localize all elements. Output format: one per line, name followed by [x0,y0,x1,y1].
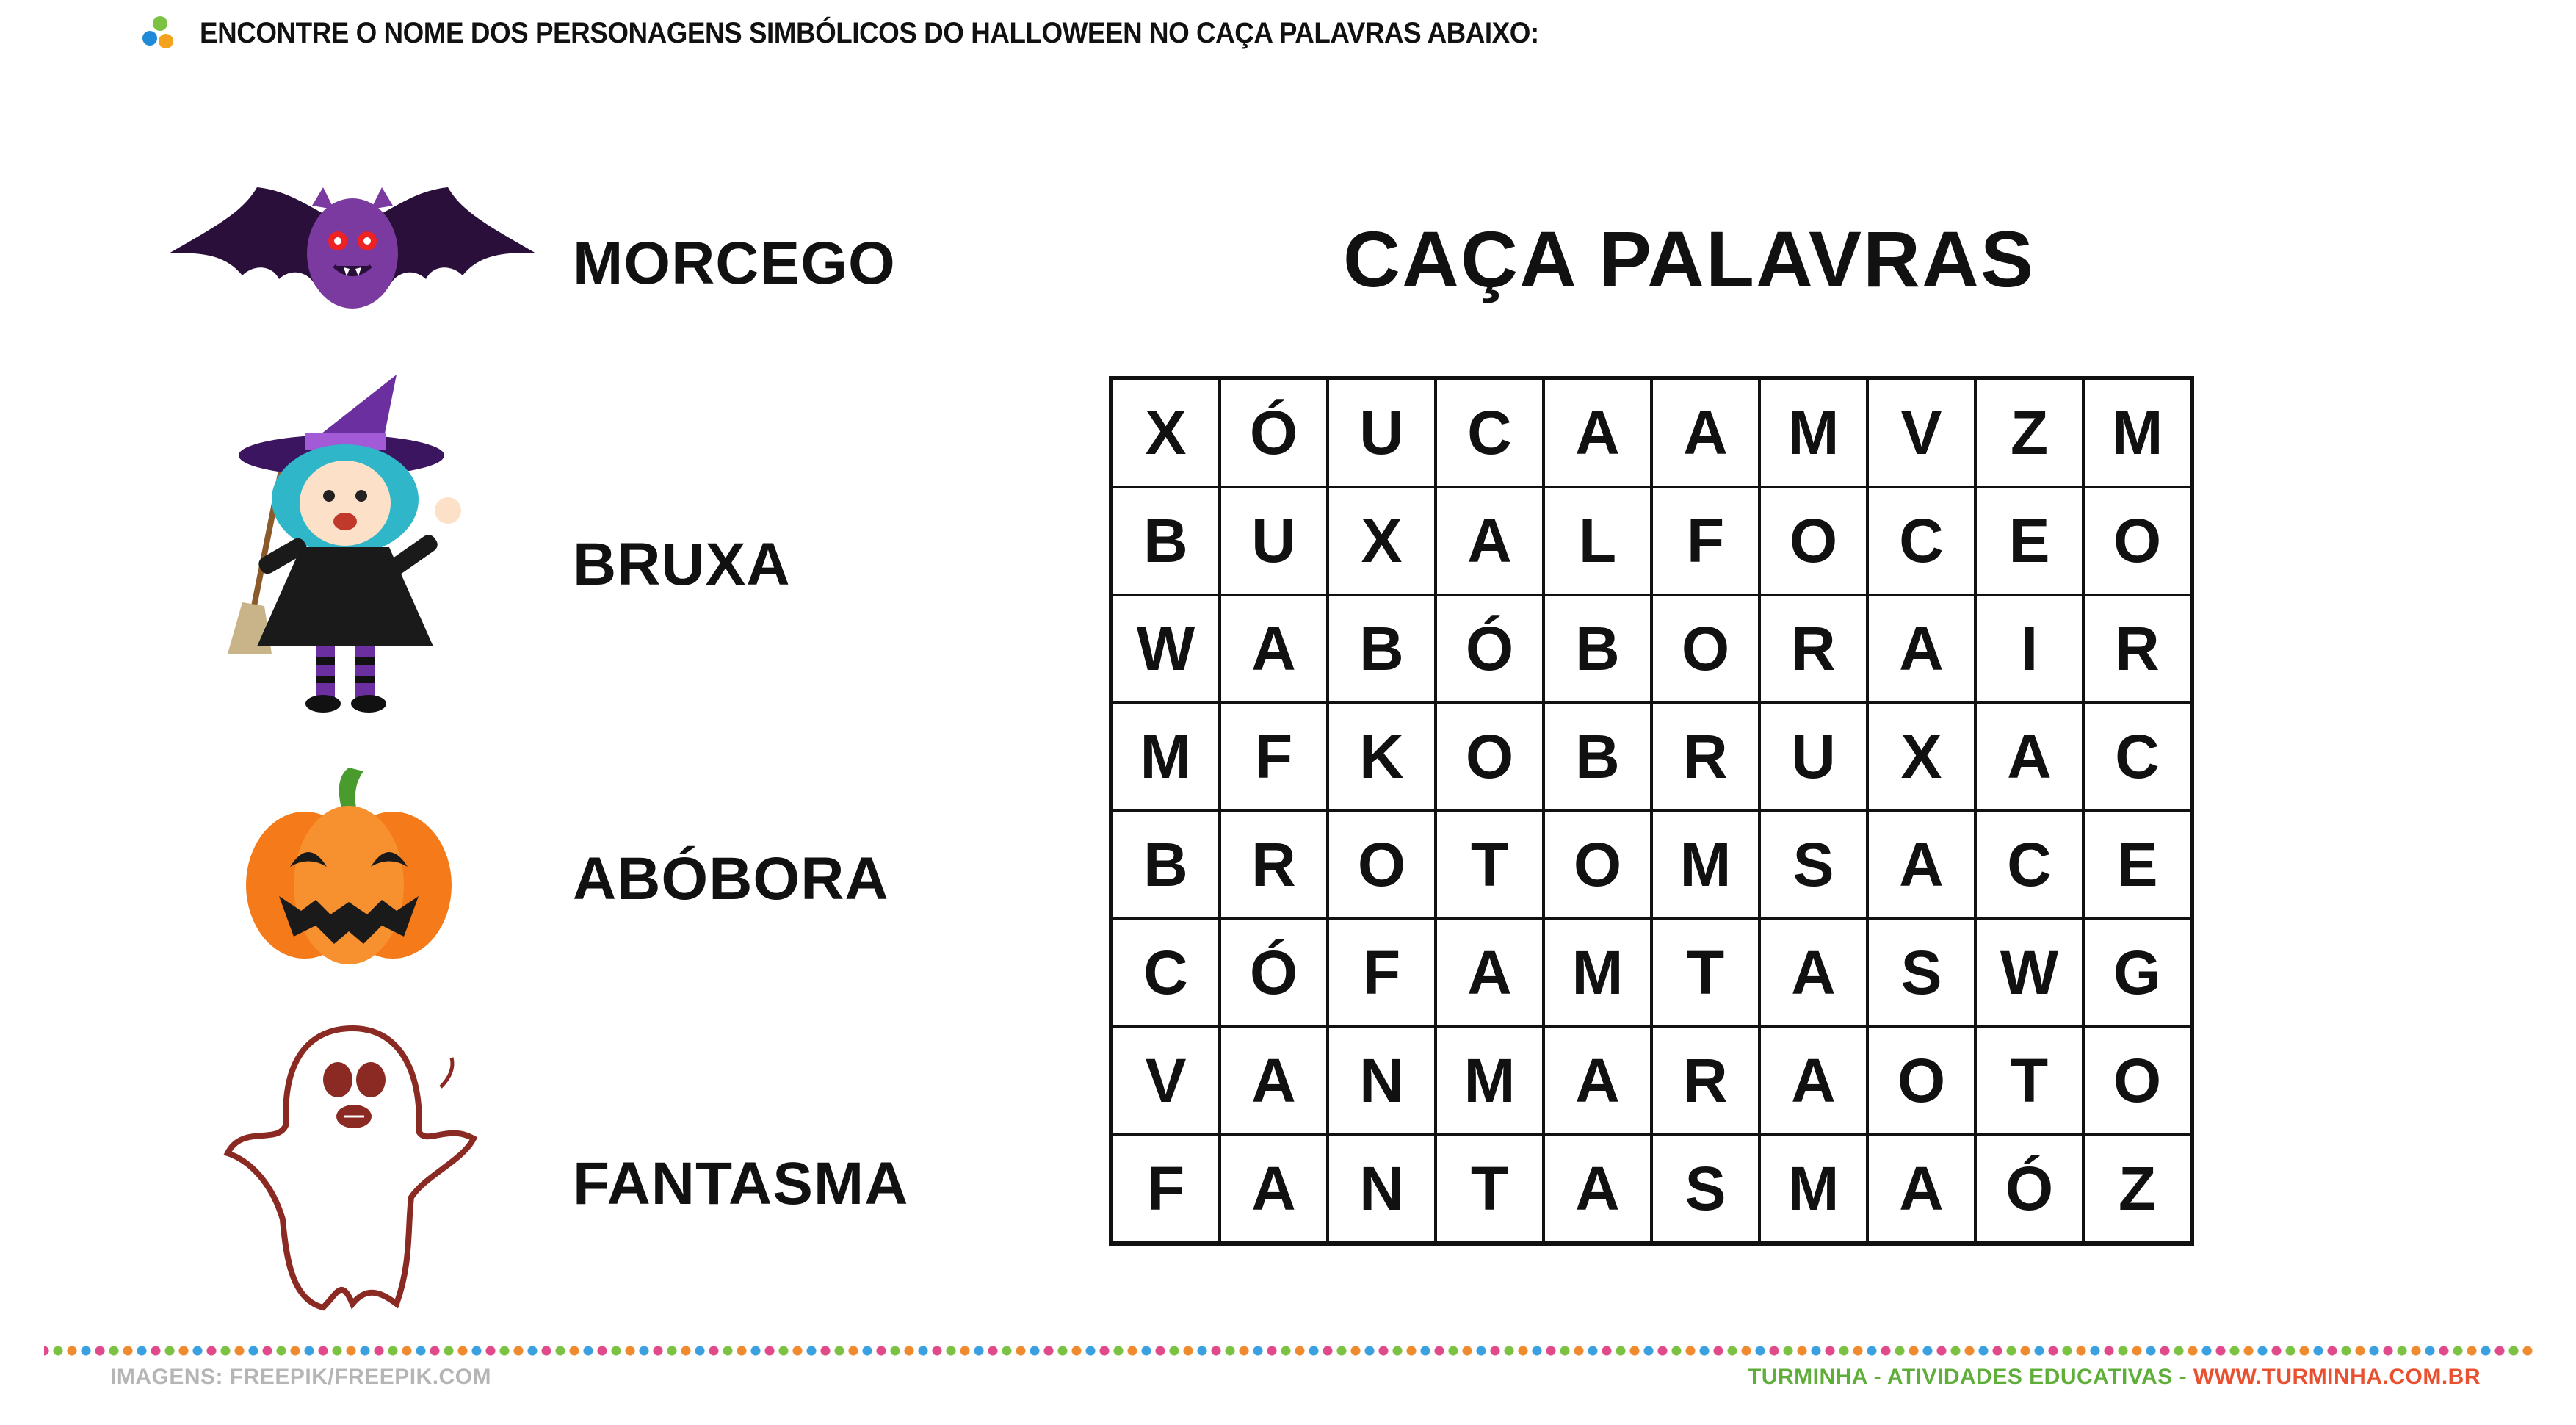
grid-cell[interactable]: T [1651,919,1759,1027]
grid-cell[interactable]: M [2083,378,2192,487]
grid-cell[interactable]: O [2083,487,2192,595]
grid-row [1111,919,2192,1027]
witch-icon [213,360,492,712]
grid-cell[interactable]: W [1111,595,1220,703]
grid-row [1111,595,2192,703]
grid-cell[interactable]: S [1867,919,1975,1027]
grid-cell[interactable]: A [1220,1027,1328,1135]
word-label: ABÓBORA [573,845,889,912]
grid-row [1111,378,2192,487]
grid-cell[interactable]: O [1544,811,1651,919]
grid-cell[interactable]: U [1759,703,1867,811]
grid-cell[interactable]: G [2083,919,2192,1027]
grid-cell[interactable]: B [1111,811,1220,919]
bat-icon [169,184,536,316]
brand-name: TURMINHA - ATIVIDADES EDUCATIVAS [1747,1365,2173,1389]
grid-cell[interactable]: O [2083,1027,2192,1135]
word-label: MORCEGO [573,230,896,297]
grid-row [1111,1027,2192,1135]
grid-cell[interactable]: O [1436,703,1544,811]
grid-cell[interactable]: F [1220,703,1328,811]
grid-cell[interactable]: C [1436,378,1544,487]
grid-cell[interactable]: A [1975,703,2083,811]
grid-cell[interactable]: C [1111,919,1220,1027]
grid-cell[interactable]: O [1867,1027,1975,1135]
grid-cell[interactable]: E [1975,487,2083,595]
grid-cell[interactable]: N [1328,1027,1436,1135]
grid-cell[interactable]: K [1328,703,1436,811]
grid-cell[interactable]: F [1328,919,1436,1027]
grid-cell[interactable]: Z [2083,1135,2192,1244]
image-credits: IMAGENS: FREEPIK/FREEPIK.COM [110,1365,492,1389]
grid-cell[interactable]: B [1544,703,1651,811]
grid-cell[interactable]: X [1111,378,1220,487]
grid-cell[interactable]: M [1436,1027,1544,1135]
grid-cell[interactable]: O [1759,487,1867,595]
grid-cell[interactable]: T [1436,1135,1544,1244]
grid-cell[interactable]: A [1544,1135,1651,1244]
grid-cell[interactable]: R [1759,595,1867,703]
grid-cell[interactable]: A [1867,595,1975,703]
grid-cell[interactable]: A [1759,919,1867,1027]
grid-cell[interactable]: A [1544,378,1651,487]
grid-cell[interactable]: X [1867,703,1975,811]
instruction [140,13,1655,53]
grid-cell[interactable]: U [1220,487,1328,595]
grid-cell[interactable]: R [1651,1027,1759,1135]
grid-cell[interactable]: U [1328,378,1436,487]
grid-row [1111,703,2192,811]
footer-separator: - [2172,1365,2193,1389]
grid-cell[interactable]: O [1328,811,1436,919]
grid-cell[interactable]: S [1651,1135,1759,1244]
ghost-icon [213,1014,492,1322]
grid-cell[interactable]: N [1328,1135,1436,1244]
grid-cell[interactable]: W [1975,919,2083,1027]
grid-cell[interactable]: Ó [1436,595,1544,703]
grid-cell[interactable]: M [1759,378,1867,487]
grid-cell[interactable]: R [1651,703,1759,811]
grid-cell[interactable]: Ó [1220,378,1328,487]
grid-cell[interactable]: B [1111,487,1220,595]
grid-cell[interactable]: Z [1975,378,2083,487]
grid-cell[interactable]: A [1220,1135,1328,1244]
grid-cell[interactable]: C [1975,811,2083,919]
grid-cell[interactable]: B [1328,595,1436,703]
grid-cell[interactable]: C [1867,487,1975,595]
grid-cell[interactable]: R [1220,811,1328,919]
grid-cell[interactable]: S [1759,811,1867,919]
word-label: BRUXA [573,531,791,598]
pumpkin-icon [239,764,459,970]
grid-cell[interactable]: Ó [1220,919,1328,1027]
grid-cell[interactable]: B [1544,595,1651,703]
grid-cell[interactable]: F [1111,1135,1220,1244]
word-search-grid [1109,376,2194,1246]
grid-cell[interactable]: R [2083,595,2192,703]
grid-cell[interactable]: A [1220,595,1328,703]
grid-cell[interactable]: A [1759,1027,1867,1135]
grid-cell[interactable]: M [1651,811,1759,919]
grid-cell[interactable]: I [1975,595,2083,703]
grid-row [1111,1135,2192,1244]
grid-cell[interactable]: M [1544,919,1651,1027]
grid-cell[interactable]: A [1436,487,1544,595]
grid-cell[interactable]: V [1867,378,1975,487]
word-label: FANTASMA [573,1150,909,1217]
instruction-text: ENCONTRE O NOME DOS PERSONAGENS SIMBÓLICOS DO HALLOWEEN NO CAÇA PALAVRAS ABAIXO: [200,16,1539,49]
grid-cell[interactable]: C [2083,703,2192,811]
grid-row [1111,811,2192,919]
grid-cell[interactable]: O [1651,595,1759,703]
grid-cell[interactable]: A [1651,378,1759,487]
grid-cell[interactable]: L [1544,487,1651,595]
colored-dots-icon [140,13,179,53]
grid-cell[interactable]: A [1867,1135,1975,1244]
grid-cell[interactable]: A [1436,919,1544,1027]
grid-cell[interactable]: F [1651,487,1759,595]
grid-cell[interactable]: M [1111,703,1220,811]
grid-cell[interactable]: V [1111,1027,1220,1135]
grid-cell[interactable]: T [1975,1027,2083,1135]
puzzle-title: CAÇA PALAVRAS [1343,214,2035,303]
grid-cell[interactable]: A [1544,1027,1651,1135]
footer-branding [1748,1365,2481,1390]
grid-cell[interactable]: T [1436,811,1544,919]
footer-dotted-divider [44,1344,2533,1357]
grid-cell[interactable]: X [1328,487,1436,595]
grid-cell[interactable]: Ó [1975,1135,2083,1244]
grid-cell[interactable]: M [1759,1135,1867,1244]
site-url[interactable]: WWW.TURMINHA.COM.BR [2193,1365,2481,1389]
grid-row [1111,487,2192,595]
grid-cell[interactable]: A [1867,811,1975,919]
grid-cell[interactable]: E [2083,811,2192,919]
